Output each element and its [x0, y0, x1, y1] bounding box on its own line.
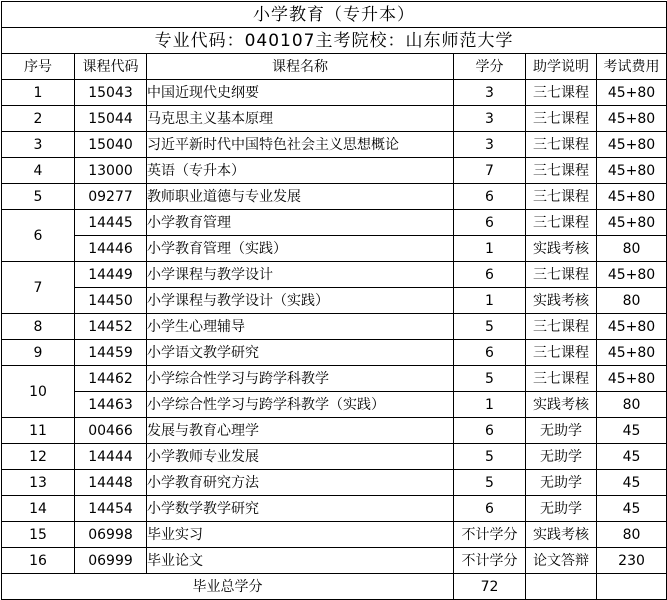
major-code: 040107: [244, 30, 316, 51]
course-code: 15040: [75, 132, 147, 158]
table-row: [2, 418, 667, 444]
course-name: 毕业论文: [147, 548, 454, 574]
course-help: 无助学: [526, 496, 597, 522]
table-row: [2, 288, 667, 314]
course-credit: 6: [454, 210, 526, 236]
col-header-help: 助学说明: [526, 54, 597, 80]
course-code: 15043: [75, 80, 147, 106]
course-help: 三七课程: [526, 80, 597, 106]
course-fee: 45+80: [597, 184, 667, 210]
col-header-name: 课程名称: [147, 54, 454, 80]
col-header-credit: 学分: [454, 54, 526, 80]
course-name: 小学综合性学习与跨学科教学: [147, 366, 454, 392]
school-label: 主考院校：: [315, 30, 406, 51]
title-row: [2, 2, 667, 28]
school-name: 山东师范大学: [405, 30, 514, 51]
course-fee: 45+80: [597, 340, 667, 366]
course-help: 无助学: [526, 444, 597, 470]
course-help: 三七课程: [526, 106, 597, 132]
course-credit: 3: [454, 106, 526, 132]
course-help: 三七课程: [526, 210, 597, 236]
course-help: 三七课程: [526, 132, 597, 158]
course-name: 小学课程与教学设计: [147, 262, 454, 288]
course-code: 13000: [75, 158, 147, 184]
table-row: [2, 470, 667, 496]
course-code: 14459: [75, 340, 147, 366]
course-credit: 5: [454, 314, 526, 340]
course-credit: 6: [454, 340, 526, 366]
course-help: 三七课程: [526, 158, 597, 184]
row-no: 13: [2, 470, 75, 496]
course-name: 小学教育管理: [147, 210, 454, 236]
course-help: 三七课程: [526, 366, 597, 392]
course-name: 马克思主义基本原理: [147, 106, 454, 132]
total-empty-cell: [597, 574, 667, 600]
table-row: [2, 236, 667, 262]
table-row: [2, 210, 667, 236]
table-row: [2, 158, 667, 184]
course-help: 无助学: [526, 470, 597, 496]
table-row: [2, 132, 667, 158]
table-row: [2, 184, 667, 210]
row-no: 16: [2, 548, 75, 574]
course-name: 小学生心理辅导: [147, 314, 454, 340]
row-no: 11: [2, 418, 75, 444]
column-header-row: [2, 54, 667, 80]
col-header-fee: 考试费用: [597, 54, 667, 80]
course-credit: 3: [454, 132, 526, 158]
course-fee: 45+80: [597, 314, 667, 340]
table-row: [2, 262, 667, 288]
course-code: 14452: [75, 314, 147, 340]
table-row: [2, 444, 667, 470]
course-help: 三七课程: [526, 340, 597, 366]
course-code: 06999: [75, 548, 147, 574]
row-no: 1: [2, 80, 75, 106]
table-row: [2, 314, 667, 340]
course-fee: 80: [597, 522, 667, 548]
row-no: 4: [2, 158, 75, 184]
course-credit: 5: [454, 444, 526, 470]
table-row: [2, 80, 667, 106]
row-no: 7: [2, 262, 75, 314]
table-row: [2, 392, 667, 418]
course-credit: 5: [454, 366, 526, 392]
course-code: 14450: [75, 288, 147, 314]
course-fee: 45+80: [597, 132, 667, 158]
course-fee: 80: [597, 392, 667, 418]
course-help: 三七课程: [526, 262, 597, 288]
course-fee: 80: [597, 288, 667, 314]
course-credit: 5: [454, 470, 526, 496]
course-code: 14463: [75, 392, 147, 418]
course-fee: 45+80: [597, 158, 667, 184]
row-no: 12: [2, 444, 75, 470]
course-name: 小学语文教学研究: [147, 340, 454, 366]
major-code-label: 专业代码：: [154, 30, 245, 51]
course-name: 教师职业道德与专业发展: [147, 184, 454, 210]
course-name: 习近平新时代中国特色社会主义思想概论: [147, 132, 454, 158]
row-no: 15: [2, 522, 75, 548]
course-fee: 45+80: [597, 106, 667, 132]
course-credit: 1: [454, 236, 526, 262]
course-name: 英语（专升本）: [147, 158, 454, 184]
course-credit: 6: [454, 262, 526, 288]
course-code: 14444: [75, 444, 147, 470]
subtitle-row: [2, 28, 667, 54]
total-credits-value: 72: [454, 574, 526, 600]
table-row: [2, 496, 667, 522]
course-table: [1, 1, 667, 600]
course-help: 三七课程: [526, 314, 597, 340]
course-help: 实践考核: [526, 392, 597, 418]
table-row: [2, 366, 667, 392]
course-name: 小学综合性学习与跨学科教学（实践）: [147, 392, 454, 418]
course-fee: 45+80: [597, 80, 667, 106]
page-title: 小学教育（专升本）: [2, 2, 667, 28]
row-no: 8: [2, 314, 75, 340]
course-help: 三七课程: [526, 184, 597, 210]
course-help: 无助学: [526, 418, 597, 444]
course-name: 小学数学教学研究: [147, 496, 454, 522]
course-code: 14449: [75, 262, 147, 288]
table-row: [2, 340, 667, 366]
course-fee: 45+80: [597, 262, 667, 288]
course-help: 实践考核: [526, 236, 597, 262]
course-code: 15044: [75, 106, 147, 132]
total-empty-cell: [526, 574, 597, 600]
row-no: 9: [2, 340, 75, 366]
row-no: 10: [2, 366, 75, 418]
row-no: 5: [2, 184, 75, 210]
course-fee: 45: [597, 496, 667, 522]
course-help: 论文答辩: [526, 548, 597, 574]
course-credit: 7: [454, 158, 526, 184]
course-code: 14445: [75, 210, 147, 236]
course-fee: 45: [597, 444, 667, 470]
course-fee: 80: [597, 236, 667, 262]
course-credit: 3: [454, 80, 526, 106]
course-credit: 6: [454, 496, 526, 522]
course-name: 小学教育管理（实践）: [147, 236, 454, 262]
course-credit: 1: [454, 392, 526, 418]
course-name: 小学教师专业发展: [147, 444, 454, 470]
course-code: 14446: [75, 236, 147, 262]
course-code: 14462: [75, 366, 147, 392]
course-code: 09277: [75, 184, 147, 210]
col-header-no: 序号: [2, 54, 75, 80]
course-fee: 230: [597, 548, 667, 574]
course-code: 00466: [75, 418, 147, 444]
course-fee: 45+80: [597, 210, 667, 236]
course-help: 实践考核: [526, 288, 597, 314]
course-credit: 不计学分: [454, 548, 526, 574]
table-row: [2, 106, 667, 132]
course-name: 中国近现代史纲要: [147, 80, 454, 106]
course-code: 06998: [75, 522, 147, 548]
course-name: 小学教育研究方法: [147, 470, 454, 496]
total-row: [2, 574, 667, 600]
course-name: 发展与教育心理学: [147, 418, 454, 444]
course-help: 实践考核: [526, 522, 597, 548]
total-credits-label: 毕业总学分: [2, 574, 454, 600]
course-credit: 6: [454, 418, 526, 444]
course-credit: 不计学分: [454, 522, 526, 548]
col-header-code: 课程代码: [75, 54, 147, 80]
table-row: [2, 548, 667, 574]
table-row: [2, 522, 667, 548]
row-no: 3: [2, 132, 75, 158]
course-fee: 45+80: [597, 366, 667, 392]
course-fee: 45: [597, 470, 667, 496]
subtitle: [2, 28, 667, 54]
course-credit: 6: [454, 184, 526, 210]
row-no: 14: [2, 496, 75, 522]
course-code: 14448: [75, 470, 147, 496]
course-credit: 1: [454, 288, 526, 314]
course-code: 14454: [75, 496, 147, 522]
row-no: 6: [2, 210, 75, 262]
row-no: 2: [2, 106, 75, 132]
course-fee: 45: [597, 418, 667, 444]
course-name: 小学课程与教学设计（实践）: [147, 288, 454, 314]
course-name: 毕业实习: [147, 522, 454, 548]
